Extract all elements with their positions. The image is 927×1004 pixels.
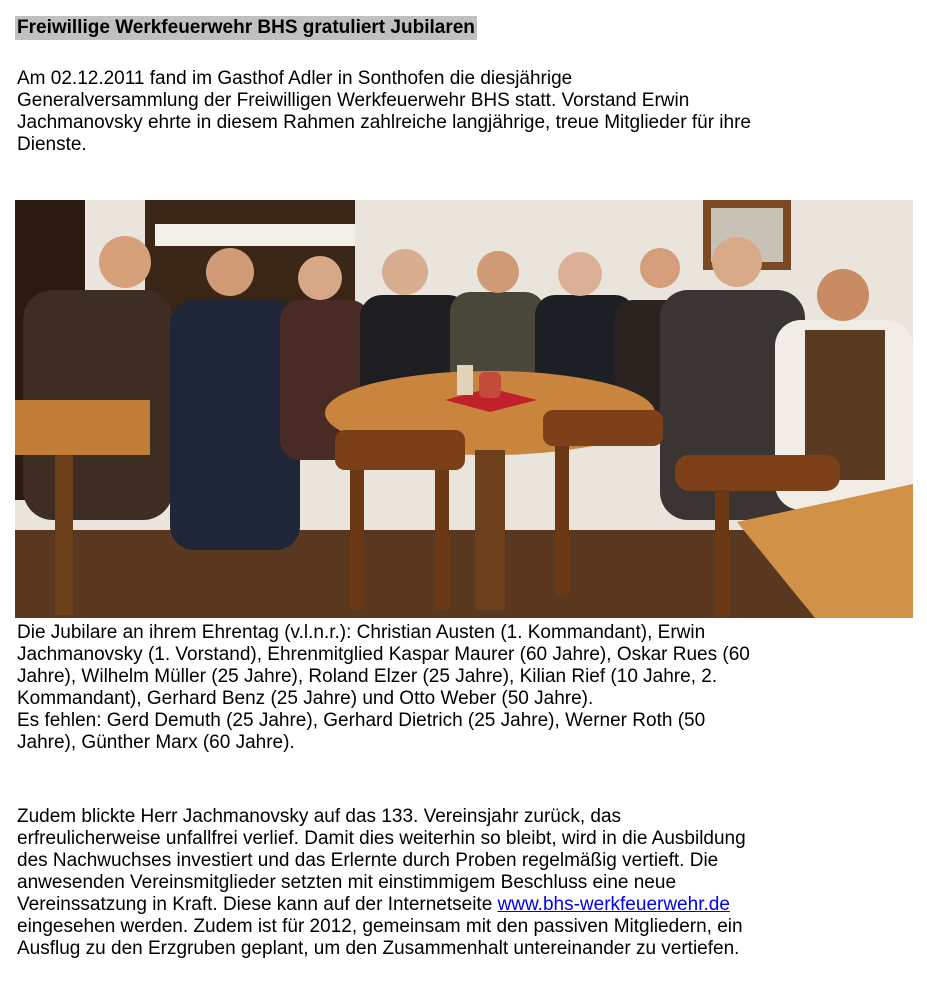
caption-line: Jachmanovsky (1. Vorstand), Ehrenmitglied Kaspar Maurer (60 Jahre), Oskar Rues (60	[17, 644, 750, 665]
photo-chair	[543, 410, 663, 446]
group-photo	[15, 200, 913, 618]
intro-line: Am 02.12.2011 fand im Gasthof Adler in Sonthofen die diesjährige	[17, 68, 573, 89]
photo-chair-leg	[350, 470, 364, 610]
caption-line: Es fehlen: Gerd Demuth (25 Jahre), Gerhard Dietrich (25 Jahre), Werner Roth (50	[17, 710, 706, 731]
body-line: anwesenden Vereinsmitglieder setzten mit einstimmigem Beschluss eine neue	[17, 872, 677, 893]
photo-candle	[457, 365, 473, 395]
caption-line: Jahre), Wilhelm Müller (25 Jahre), Roland Elzer (25 Jahre), Kilian Rief (10 Jahre, 2.	[17, 666, 718, 687]
photo-table-left	[15, 400, 150, 455]
photo-chair-leg	[555, 446, 569, 596]
intro-line: Dienste.	[17, 134, 87, 155]
website-link[interactable]: www.bhs-werkfeuerwehr.de	[497, 894, 730, 915]
photo-caption	[17, 622, 750, 754]
photo-round-table-leg	[475, 450, 505, 610]
group-photo-illustration	[15, 200, 913, 618]
body-line: Ausflug zu den Erzgruben geplant, um den Zusammenhalt untereinander zu vertiefen.	[17, 938, 740, 959]
photo-chair-leg	[715, 490, 729, 618]
photo-chair	[675, 455, 840, 491]
photo-curtain	[155, 224, 355, 246]
caption-line: Die Jubilare an ihrem Ehrentag (v.l.n.r.): Christian Austen (1. Kommandant), Erwin	[17, 622, 706, 643]
photo-chair	[335, 430, 465, 470]
intro-line: Generalversammlung der Freiwilligen Werkfeuerwehr BHS statt. Vorstand Erwin	[17, 90, 690, 111]
caption-line: Jahre), Günther Marx (60 Jahre).	[17, 732, 295, 753]
photo-lantern	[479, 372, 501, 398]
body-line	[17, 894, 746, 916]
photo-chair-leg	[435, 470, 449, 610]
intro-line: Jachmanovsky ehrte in diesem Rahmen zahlreiche langjährige, treue Mitglieder für ihre	[17, 112, 751, 133]
caption-line: Kommandant), Gerhard Benz (25 Jahre) und Otto Weber (50 Jahre).	[17, 688, 594, 709]
body-link-prefix: Vereinssatzung in Kraft. Diese kann auf der Internetseite	[17, 894, 498, 915]
body-line: eingesehen werden. Zudem ist für 2012, gemeinsam mit den passiven Mitgliedern, ein	[17, 916, 743, 937]
body-line: erfreulicherweise unfallfrei verlief. Damit dies weiterhin so bleibt, wird in die Ausbildung	[17, 828, 746, 849]
photo-table-leg	[55, 455, 73, 615]
intro-paragraph	[17, 68, 751, 156]
body-line: Zudem blickte Herr Jachmanovsky auf das 133. Vereinsjahr zurück, das	[17, 806, 622, 827]
article-title: Freiwillige Werkfeuerwehr BHS gratuliert Jubilaren	[17, 17, 475, 38]
body-paragraph	[17, 806, 746, 960]
body-line: des Nachwuchses investiert und das Erlernte durch Proben regelmäßig vertieft. Die	[17, 850, 719, 871]
